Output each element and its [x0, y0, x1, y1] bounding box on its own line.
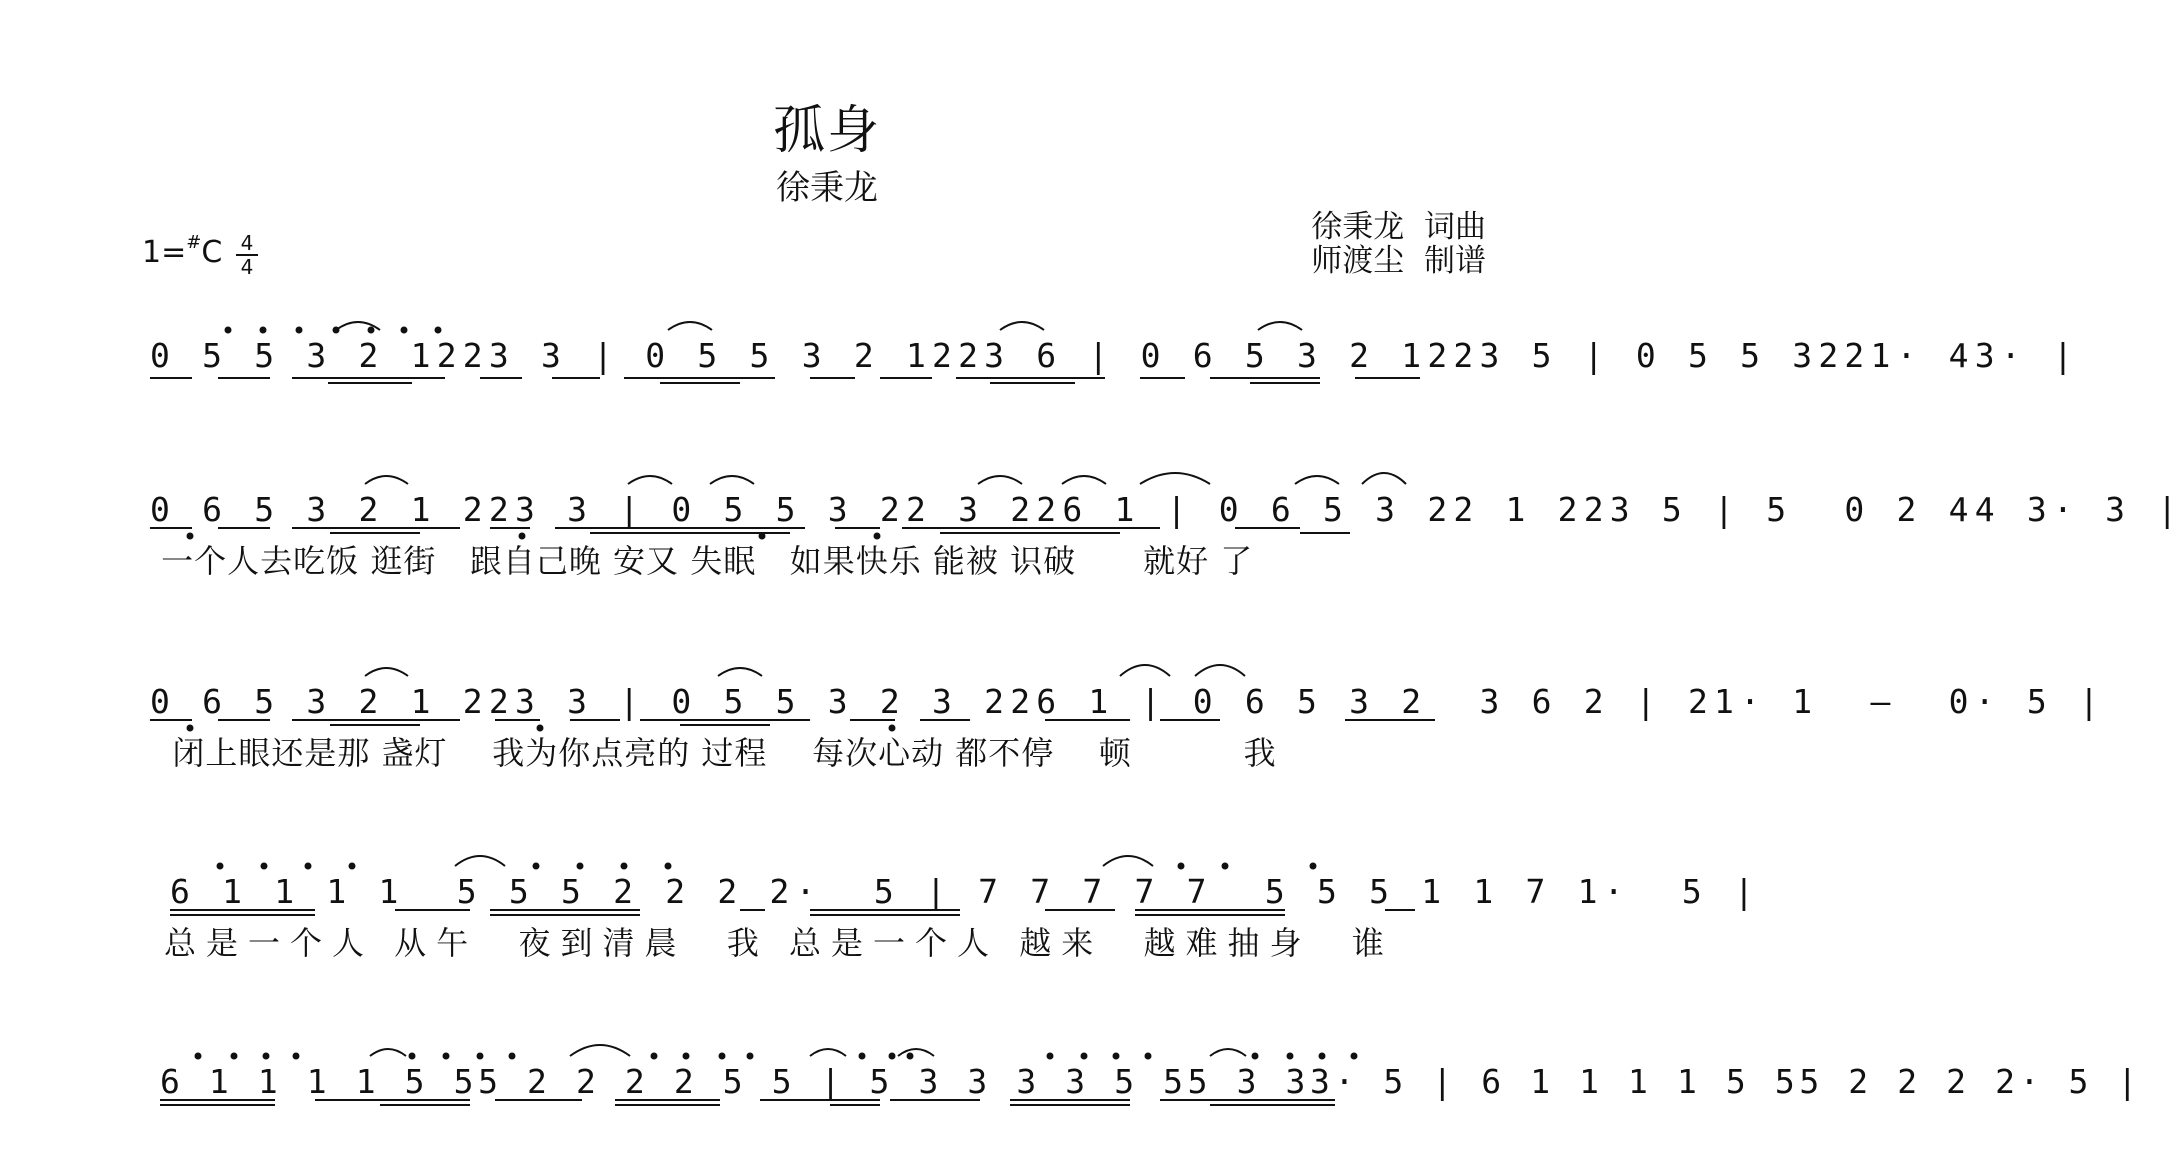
score-line-2	[150, 490, 2183, 580]
octave-dot	[262, 864, 267, 869]
octave-dot	[1082, 1054, 1087, 1059]
lyrics-line-2: 一个人去吃饭 逛街 跟自己晚 安又 失眠 如果快乐 能被 识破 就好 了	[150, 542, 1254, 580]
key-note: C	[201, 235, 223, 270]
score-line-4	[150, 872, 1761, 962]
song-artist: 徐秉龙	[776, 168, 878, 208]
octave-dot	[666, 864, 671, 869]
score-line-3	[150, 682, 2106, 772]
octave-dot	[444, 1054, 449, 1059]
tie	[1362, 473, 1406, 484]
octave-dot	[1320, 1054, 1325, 1059]
tie	[1210, 1049, 1246, 1056]
tie	[1000, 322, 1044, 330]
dot	[369, 328, 374, 333]
tie	[810, 1049, 846, 1056]
marks-line-1	[150, 336, 1525, 406]
octave-dot	[1146, 1054, 1151, 1059]
credit-lyrics-music: 徐秉龙 词曲	[1311, 209, 1486, 245]
tie	[628, 476, 672, 484]
time-signature	[236, 232, 258, 278]
octave-dot	[188, 534, 193, 539]
octave-dot	[410, 1054, 415, 1059]
marks-line-2	[150, 490, 1525, 560]
octave-dot	[1179, 864, 1184, 869]
octave-dot	[1253, 1054, 1258, 1059]
notes-line-2: 0 6 5 3 2 1 223 3 | 0 5 5 3 22 3 226 1 | 0 6 5 3 22 1 223 5 | 5 0 2 44 3· 3 |	[150, 490, 2183, 529]
octave-dot	[622, 864, 627, 869]
dot	[261, 328, 266, 333]
octave-dot	[188, 726, 193, 731]
tie	[1103, 856, 1153, 866]
tie	[978, 476, 1022, 484]
octave-dot	[1288, 1054, 1293, 1059]
tie	[570, 1045, 630, 1056]
credits	[1311, 210, 1486, 278]
octave-dot	[578, 864, 583, 869]
dot	[334, 328, 339, 333]
octave-dot	[1352, 1054, 1357, 1059]
dot	[226, 328, 231, 333]
octave-dot	[684, 1054, 689, 1059]
marks-line-3	[150, 682, 1525, 752]
octave-dot	[232, 1054, 237, 1059]
octave-dot	[520, 534, 525, 539]
tie	[668, 322, 712, 330]
octave-dot	[1114, 1054, 1119, 1059]
octave-dot	[860, 1054, 865, 1059]
score-line-5	[150, 1062, 2142, 1132]
octave-dot	[908, 1054, 913, 1059]
tie	[898, 1049, 934, 1056]
octave-dot	[218, 864, 223, 869]
tie	[1140, 473, 1210, 484]
marks-line-5	[150, 1062, 1525, 1132]
time-signature-bottom: 4	[236, 254, 258, 278]
dot	[297, 328, 302, 333]
lyrics-line-4: 总是一个人 从午 夜到清晨 我 总是一个人 越来 越难抽身 谁	[164, 924, 1394, 962]
key-prefix: 1=	[142, 235, 187, 270]
octave-dot	[875, 534, 880, 539]
credit-transcriber: 师渡尘 制谱	[1311, 243, 1486, 279]
time-signature-top: 4	[240, 231, 254, 255]
tie	[365, 476, 408, 484]
tie	[1120, 665, 1170, 676]
score-line-1	[150, 336, 2080, 396]
octave-dot	[720, 1054, 725, 1059]
tie	[718, 668, 762, 676]
tie	[370, 1049, 406, 1056]
octave-dot	[748, 1054, 753, 1059]
notes-line-3: 0 6 5 3 2 1 223 3 | 0 5 5 3 2 3 226 1 | 0 6 5 3 2 3 6 2 | 21· 1 — 0· 5 |	[150, 682, 2106, 721]
tie	[1195, 665, 1245, 676]
octave-dot	[652, 1054, 657, 1059]
octave-dot	[890, 1054, 895, 1059]
notes-line-1: 0 5 5 3 2 1223 3 | 0 5 5 3 2 1223 6 | 0 6 5 3 2 1223 5 | 0 5 5 3221· 43· |	[150, 336, 2080, 375]
sharp-sign: #	[186, 232, 202, 253]
octave-dot	[510, 1054, 515, 1059]
octave-dot	[196, 1054, 201, 1059]
notes-line-5: 6 1 1 1 1 5 55 2 2 2 2 5 5 | 5 3 3 3 3 5 55 3 33· 5 | 6 1 1 1 1 5 55 2 2 2 2· 5 |	[160, 1062, 2142, 1101]
marks-line-4	[150, 872, 1525, 942]
tie	[1295, 476, 1339, 484]
tie	[365, 668, 408, 676]
octave-dot	[1048, 1054, 1053, 1059]
dot	[436, 328, 441, 333]
octave-dot	[534, 864, 539, 869]
octave-dot	[478, 1054, 483, 1059]
octave-dot	[890, 726, 895, 731]
dot	[402, 328, 407, 333]
song-title: 孤身	[772, 101, 881, 161]
tie	[1062, 476, 1106, 484]
tie	[710, 476, 754, 484]
octave-dot	[350, 864, 355, 869]
notes-line-4: 6 1 1 1 1 5 5 5 2 2 2 2· 5 | 7 7 7 7 7 5 5 5 1 1 7 1· 5 |	[170, 872, 1761, 911]
tie	[1258, 322, 1302, 330]
octave-dot	[294, 1054, 299, 1059]
octave-dot	[538, 726, 543, 731]
octave-dot	[1223, 864, 1228, 869]
octave-dot	[1311, 864, 1316, 869]
tie	[455, 856, 505, 866]
octave-dot	[264, 1054, 269, 1059]
key-signature	[142, 232, 222, 270]
lyrics-line-3: 闭上眼还是那 盏灯 我为你点亮的 过程 每次心动 都不停 顿 我	[150, 734, 1277, 772]
octave-dot	[760, 534, 765, 539]
octave-dot	[306, 864, 311, 869]
